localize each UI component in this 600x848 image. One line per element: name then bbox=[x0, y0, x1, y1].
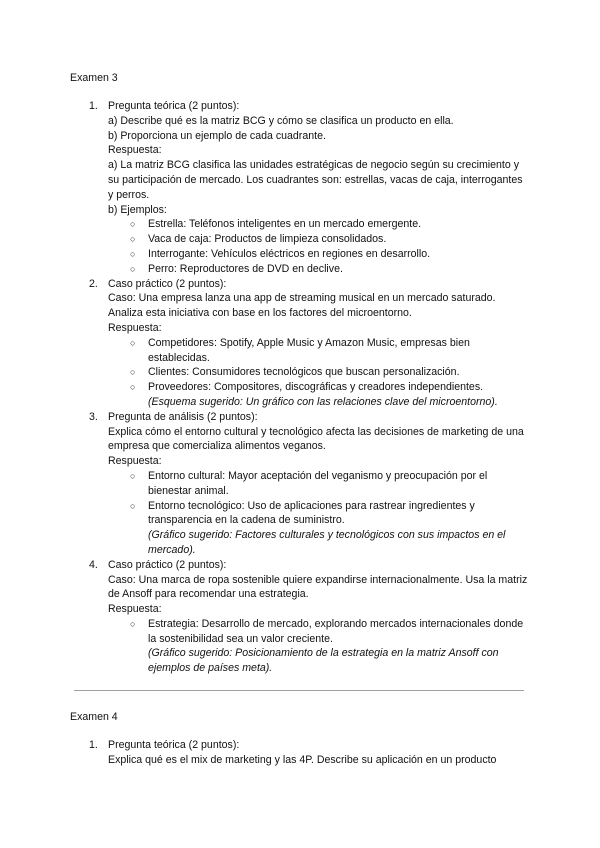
question-1 bbox=[89, 738, 529, 768]
list-item: ○ Vaca de caja: Productos de limpieza consolidados. bbox=[130, 233, 387, 246]
case-text: Caso: Una empresa lanza una app de streaming musical en un mercado saturado. Analiza esta iniciativa con base en los factores del microentorno. bbox=[108, 292, 496, 320]
question-number: 1. bbox=[89, 739, 98, 751]
question-number: 2. bbox=[89, 277, 98, 290]
question-number: 4. bbox=[89, 558, 98, 571]
question-number: 3. bbox=[89, 410, 98, 423]
answer-label: Respuesta: bbox=[108, 603, 162, 616]
bullet-icon: ○ bbox=[130, 500, 136, 511]
question-4 bbox=[89, 558, 529, 676]
exam-3-title: Examen 3 bbox=[70, 72, 118, 84]
answer-part-b: b) Ejemplos: bbox=[108, 203, 167, 216]
list-item: ○ Estrategia: Desarrollo de mercado, explorando mercados internacionales donde la sostenibilidad sea un valor creciente. bbox=[130, 617, 524, 645]
section-divider bbox=[74, 690, 524, 691]
question-title: Caso práctico (2 puntos): bbox=[108, 558, 227, 571]
bullet-icon: ○ bbox=[130, 337, 136, 348]
list-item: ○ Interrogante: Vehículos eléctricos en regiones en desarrollo. bbox=[130, 247, 431, 260]
question-part-b: b) Proporciona un ejemplo de cada cuadrante. bbox=[108, 129, 326, 142]
answer-label: Respuesta: bbox=[108, 321, 162, 334]
case-text: Caso: Una marca de ropa sostenible quiere expandirse internacionalmente. Usa la matriz de Ansoff para recomendar una estrategia. bbox=[108, 573, 528, 601]
bullet-icon: ○ bbox=[130, 263, 136, 274]
list-item: ○ Estrella: Teléfonos inteligentes en un mercado emergente. bbox=[130, 218, 422, 231]
question-3 bbox=[89, 410, 529, 558]
question-2 bbox=[89, 277, 529, 410]
list-item: ○ Entorno cultural: Mayor aceptación del veganismo y preocupación por el bienestar animal. bbox=[130, 469, 488, 497]
answer-part-a: a) La matriz BCG clasifica las unidades estratégicas de negocio según su crecimiento y su participación de mercado. Los cuadrantes son: estrellas, vacas de caja, interrogantes y perros. bbox=[108, 159, 523, 201]
answer-label: Respuesta: bbox=[108, 455, 162, 468]
list-item: ○ Proveedores: Compositores, discográficas y creadores independientes. bbox=[130, 381, 484, 394]
bullet-icon: ○ bbox=[130, 618, 136, 629]
question-number: 1. bbox=[89, 100, 98, 112]
suggested-chart-note: (Gráfico sugerido: Posicionamiento de la estrategia en la matriz Ansoff con ejemplos de países meta). bbox=[148, 647, 499, 675]
list-item: ○ Competidores: Spotify, Apple Music y Amazon Music, empresas bien establecidas. bbox=[130, 336, 470, 364]
bullet-icon: ○ bbox=[130, 367, 136, 378]
question-text: Explica qué es el mix de marketing y las 4P. Describe su aplicación en un producto bbox=[108, 753, 497, 766]
question-1 bbox=[89, 99, 529, 277]
question-title: Pregunta de análisis (2 puntos): bbox=[108, 410, 258, 423]
bullet-icon: ○ bbox=[130, 234, 136, 245]
question-text: Explica cómo el entorno cultural y tecnológico afecta las decisiones de marketing de una empresa que comercializa alimentos veganos. bbox=[108, 425, 524, 453]
bullet-icon: ○ bbox=[130, 248, 136, 259]
question-title: Pregunta teórica (2 puntos): bbox=[108, 100, 240, 112]
bullet-icon: ○ bbox=[130, 470, 136, 481]
suggested-chart-note: (Gráfico sugerido: Factores culturales y tecnológicos con sus impactos en el mercado). bbox=[148, 529, 506, 556]
answer-label: Respuesta: bbox=[108, 144, 162, 157]
list-item: ○ Entorno tecnológico: Uso de aplicaciones para rastrear ingredientes y transparencia en la cadena de suministro. bbox=[130, 499, 475, 527]
bullet-icon: ○ bbox=[130, 219, 136, 230]
exam-3-question-list bbox=[89, 99, 529, 676]
question-part-a: a) Describe qué es la matriz BCG y cómo se clasifica un producto en ella. bbox=[108, 114, 454, 127]
exam-4-title: Examen 4 bbox=[70, 711, 118, 723]
question-title: Pregunta teórica (2 puntos): bbox=[108, 739, 240, 751]
list-item: ○ Clientes: Consumidores tecnológicos que buscan personalización. bbox=[130, 366, 460, 379]
question-title: Caso práctico (2 puntos): bbox=[108, 277, 227, 290]
list-item: ○ Perro: Reproductores de DVD en declive. bbox=[130, 262, 343, 275]
exam-4-question-list bbox=[89, 738, 529, 768]
suggested-diagram-note: (Esquema sugerido: Un gráfico con las relaciones clave del microentorno). bbox=[148, 395, 498, 408]
bullet-icon: ○ bbox=[130, 382, 136, 393]
